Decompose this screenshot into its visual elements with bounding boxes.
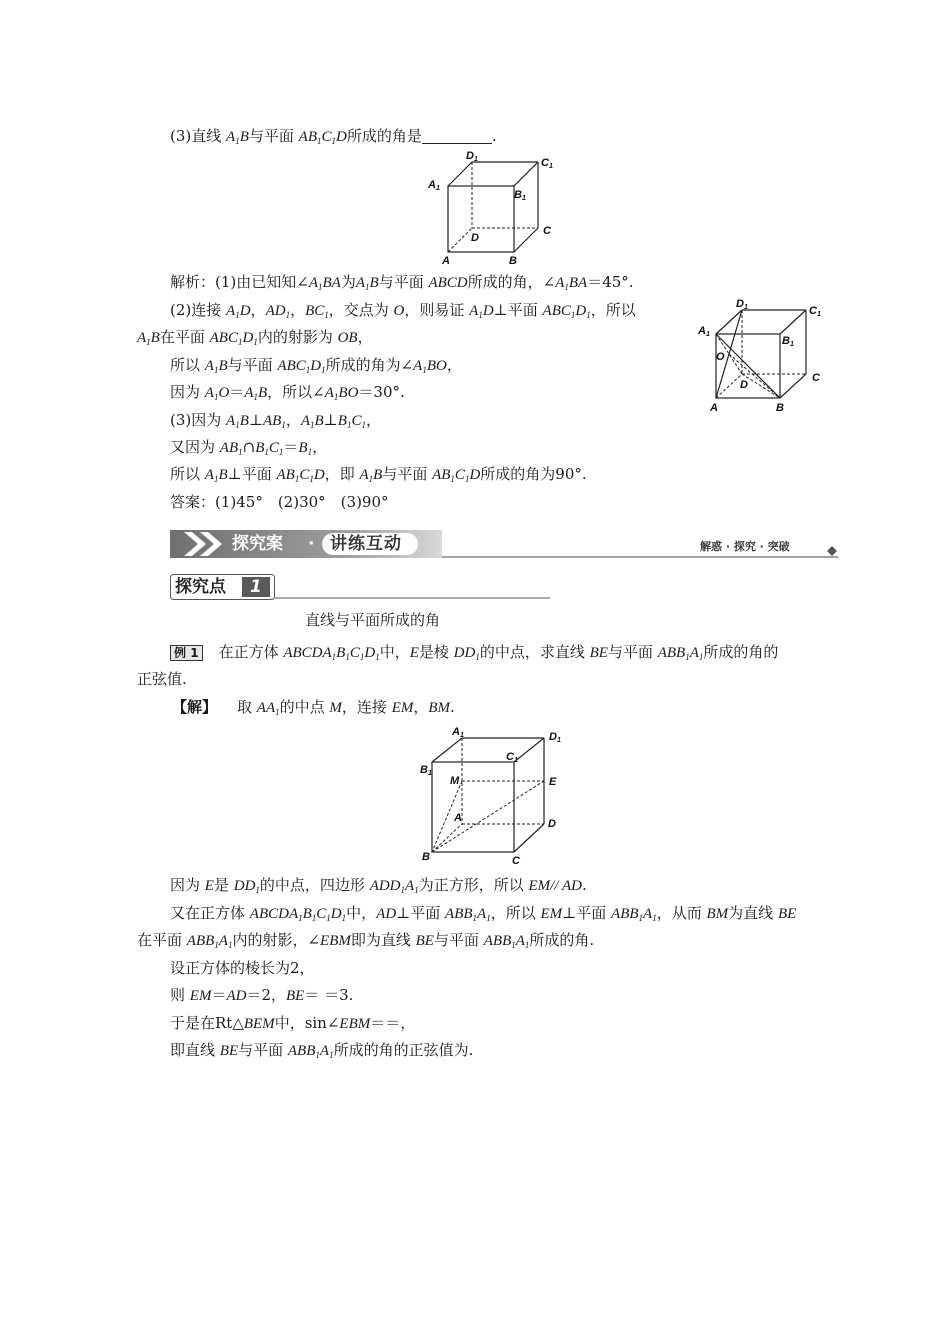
body-line-3: 在平面 $ABB_1A_1$内的射影，∠EBM即为直线 BE与平面 $ABB_1A_1$所成的角. (137, 931, 595, 950)
label-B1: B1 (420, 764, 432, 777)
label-C: C (512, 855, 520, 866)
label-D: D (471, 232, 479, 244)
example-tag: 例 1 (170, 645, 203, 661)
label-C1: C1 (541, 157, 553, 170)
banner-dot: · (308, 534, 315, 554)
label-D: D (740, 379, 748, 391)
banner-title-1: 探究案 (232, 534, 283, 554)
solution-line: 【解】 取 $AA_1$的中点 M，连接 EM，BM. (172, 698, 455, 717)
math-ab1c1d: $AB_1C_1D$ (298, 129, 347, 146)
label-B1: B1 (514, 189, 526, 202)
body-line-1: 因为 E是 $DD_1$的中点，四边形 $ADD_1A_1$为正方形，所以 EM// AD. (170, 876, 587, 895)
analysis-line-8: 所以 $A_1B\perp$平面 $AB_1C_1D$，即 $A_1B$与平面 $AB_1C_1D$所成的角为90°. (170, 465, 587, 484)
label-B: B (776, 402, 784, 414)
label-C1: C1 (809, 305, 821, 318)
section-banner (170, 530, 838, 560)
label-C1: C1 (506, 751, 518, 764)
label-A1: A1 (428, 179, 440, 192)
answer-line: 答案：(1)45° (2)30° (3)90° (170, 493, 389, 511)
analysis-line-3: $A_1B$在平面 $ABC_1D_1$内的射影为 OB， (137, 328, 373, 347)
label-B: B (422, 851, 430, 863)
label-E: E (549, 776, 557, 788)
label-D1: D1 (466, 150, 478, 163)
label-A1: A1 (452, 726, 464, 739)
label-B: B (509, 255, 517, 266)
label-D1: D1 (736, 298, 748, 311)
body-line-7: 即直线 BE与平面 $ABB_1A_1$所成的角的正弦值为. (170, 1041, 474, 1060)
analysis-line-1: 解析：(1)由已知知$\angle A_1BA$为$A_1B$与平面 ABCD所成的角，$\angle A_1BA=45^\circ$. (170, 273, 634, 292)
point-label: 探究点 (175, 577, 226, 597)
label-C: C (543, 225, 551, 237)
banner-right-text: 解惑 · 探究 · 突破 (700, 540, 790, 553)
label-A: A (454, 812, 462, 824)
point-number: 1 (250, 577, 262, 597)
label-C: C (812, 372, 820, 384)
cube-figure-2 (696, 296, 832, 416)
label-A: A (442, 255, 450, 266)
solution-tag: 【解】 (172, 698, 218, 716)
answer-blank (422, 129, 492, 144)
label-M: M (450, 775, 460, 787)
math-a1b: $A_1B$ (226, 129, 249, 146)
label-D1: D1 (549, 731, 561, 744)
analysis-line-7: 又因为 $AB_1\cap B_1C_1=B_1$， (170, 438, 328, 457)
analysis-line-2: (2)连接 $A_1D$，$AD_1$，$BC_1$，交点为 O，则易证 $A_1D\perp$平面 $ABC_1D_1$，所以 (170, 301, 636, 320)
body-line-2: 又在正方体 $ABCDA_1B_1C_1D_1$中，AD⊥平面 $ABB_1A_1$，所以 EM⊥平面 $ABB_1A_1$，从而 BM为直线 BE (170, 904, 797, 923)
banner-title-2: 讲练互动 (330, 534, 402, 554)
body-line-4: 设正方体的棱长为2， (170, 959, 315, 977)
cube-figure-3 (418, 724, 568, 866)
label-B1: B1 (782, 335, 794, 348)
analysis-line-5: 因为 $A_1O=A_1B$，所以$\angle A_1BO=30^\circ$. (170, 383, 405, 402)
point-title: 直线与平面所成的角 (305, 611, 441, 629)
label-D: D (548, 818, 556, 830)
analysis-line-4: 所以 $A_1B$与平面 $ABC_1D_1$所成的角为$\angle A_1BO$， (170, 356, 462, 375)
body-line-6: 于是在Rt△BEM中，sin∠EBM＝＝， (170, 1014, 416, 1032)
analysis-line-6: (3)因为 $A_1B\perp AB_1$，$A_1B\perp B_1C_1$， (170, 411, 381, 430)
label-O: O (716, 351, 725, 363)
label-A1: A1 (698, 325, 710, 338)
body-line-5: 则 EM＝AD＝2，BE＝ ＝3. (170, 986, 354, 1004)
cube-figure-1 (420, 148, 570, 266)
label-A: A (710, 402, 718, 414)
question-3: (3)直线 $A_1B$与平面 $AB_1C_1D$所成的角是 . (170, 127, 497, 146)
example-1-line-2: 正弦值. (137, 670, 187, 688)
exploration-point-header (170, 574, 550, 602)
example-1-line-1: 例 1 在正方体 $ABCDA_1B_1C_1D_1$中，E是棱 $DD_1$的中点，求直线 BE与平面 $ABB_1A_1$所成的角的 (170, 642, 778, 663)
